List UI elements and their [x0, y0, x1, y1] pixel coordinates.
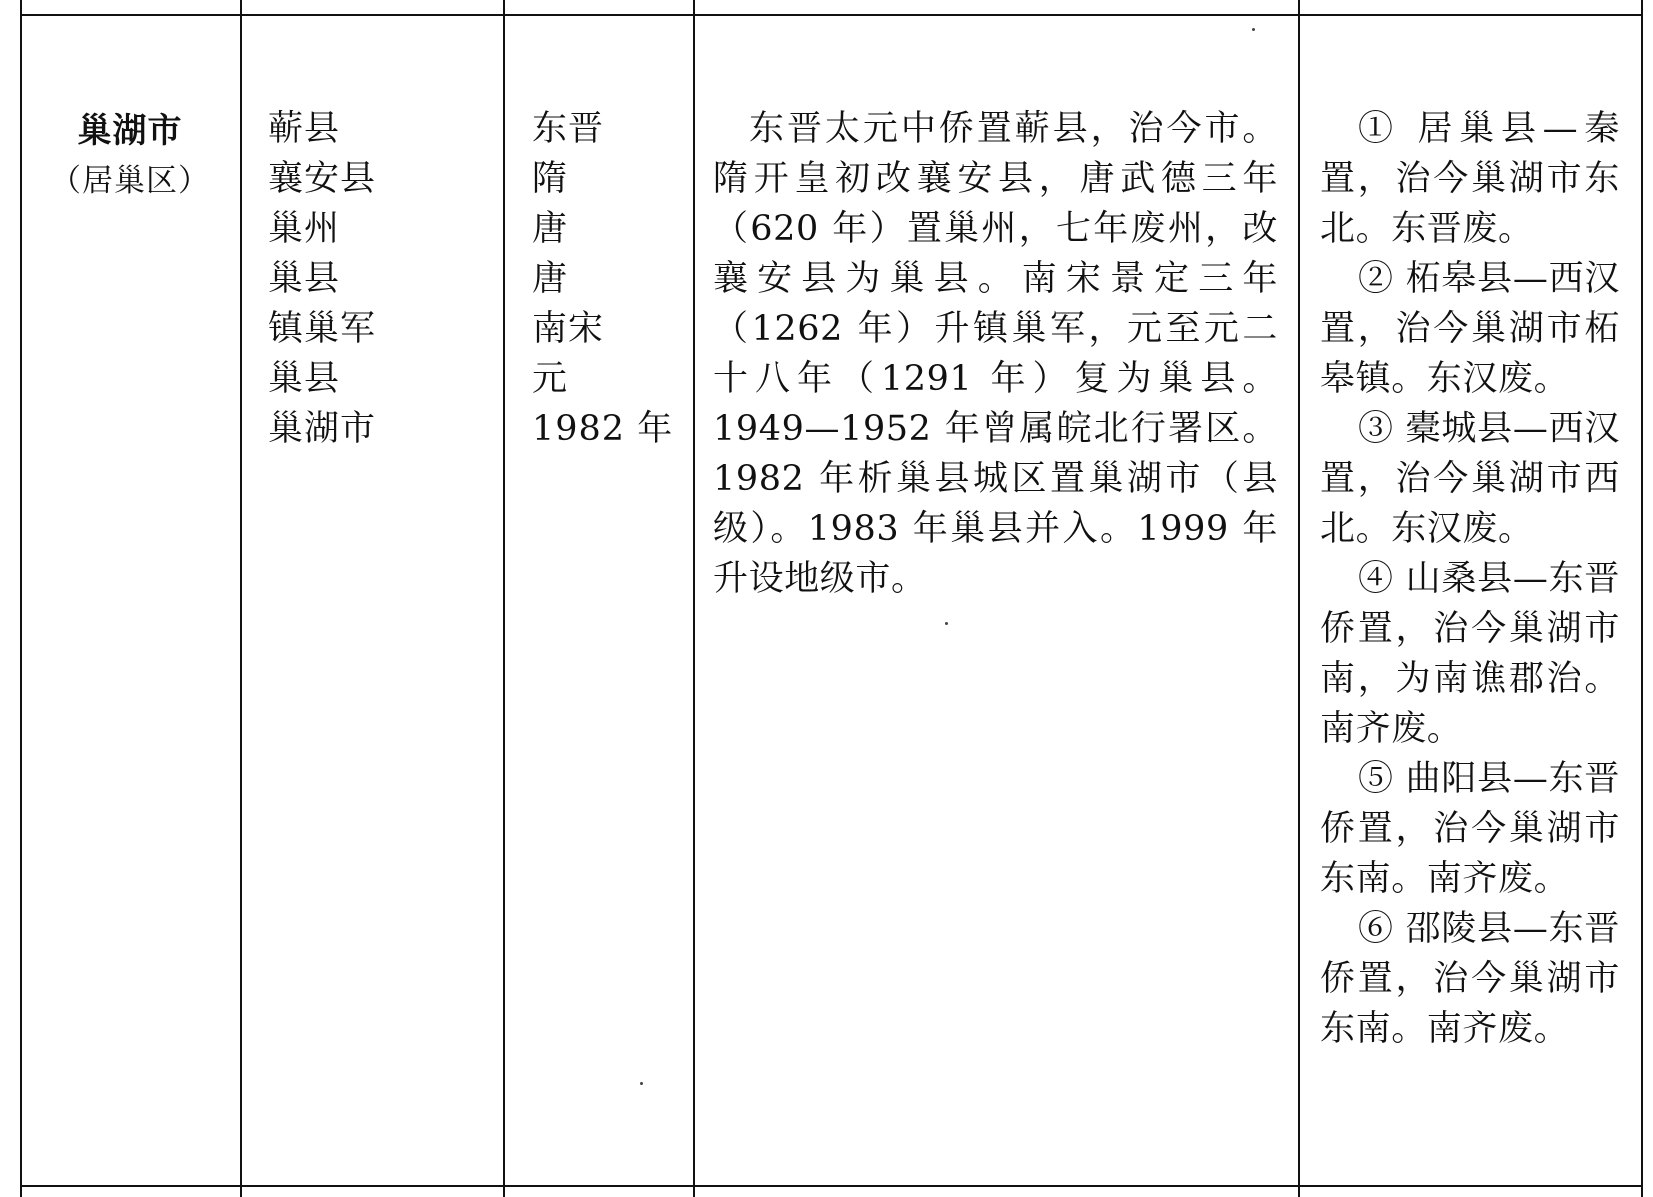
table-border-left [20, 0, 22, 1197]
column-divider-3 [693, 0, 695, 1197]
note-item: ② 柘皋县—西汉置，治今巢湖市柘皋镇。东汉废。 [1320, 259, 1620, 399]
scan-speck [1252, 28, 1255, 31]
historical-name: 蕲县 [268, 109, 341, 149]
note-item: ⑥ 邵陵县—东晋侨置，治今巢湖市东南。南齐废。 [1320, 909, 1620, 1049]
period: 南宋 [532, 309, 605, 349]
column-divider-1 [240, 0, 242, 1197]
historical-name: 巢县 [268, 359, 341, 399]
historical-names-cell [268, 104, 488, 454]
notes-cell [1320, 104, 1620, 1054]
historical-name: 襄安县 [268, 159, 377, 199]
period: 1982 年 [532, 409, 674, 449]
place-name: 巢湖市 [77, 111, 183, 151]
note-item: ① 居巢县—秦置，治今巢湖市东北。东晋废。 [1320, 109, 1620, 249]
note-item: ④ 山桑县—东晋侨置，治今巢湖市南，为南谯郡治。南齐废。 [1320, 559, 1620, 749]
period: 元 [532, 359, 569, 399]
scan-speck [945, 622, 948, 625]
place-subname: （居巢区） [50, 163, 210, 199]
row-bottom-border [20, 1185, 1643, 1187]
period: 唐 [532, 209, 569, 249]
periods-cell [532, 104, 682, 454]
historical-name: 巢州 [268, 209, 341, 249]
column-divider-2 [503, 0, 505, 1197]
note-item: ⑤ 曲阳县—东晋侨置，治今巢湖市东南。南齐废。 [1320, 759, 1620, 899]
column-divider-4 [1298, 0, 1300, 1197]
note-item: ③ 橐城县—西汉置，治今巢湖市西北。东汉废。 [1320, 409, 1620, 549]
history-text: 东晋太元中侨置蕲县，治今市。隋开皇初改襄安县，唐武德三年（620 年）置巢州，七年废州，改襄安县为巢县。南宋景定三年（1262 年）升镇巢军，元至元二十八年（1291 年）复为巢县。1949—1952 年曾属皖北行署区。1982 年析巢县城区置巢湖市（县级）。1983 年巢县并入。1999 年升设地级市。 [713, 109, 1278, 599]
historical-name: 镇巢军 [268, 309, 377, 349]
scan-speck [640, 1082, 643, 1085]
place-cell [24, 106, 236, 206]
table-border-right [1641, 0, 1643, 1197]
row-top-border [20, 14, 1643, 16]
period: 唐 [532, 259, 569, 299]
period: 东晋 [532, 109, 605, 149]
historical-name: 巢县 [268, 259, 341, 299]
period: 隋 [532, 159, 569, 199]
history-cell [713, 104, 1278, 604]
historical-name: 巢湖市 [268, 409, 377, 449]
